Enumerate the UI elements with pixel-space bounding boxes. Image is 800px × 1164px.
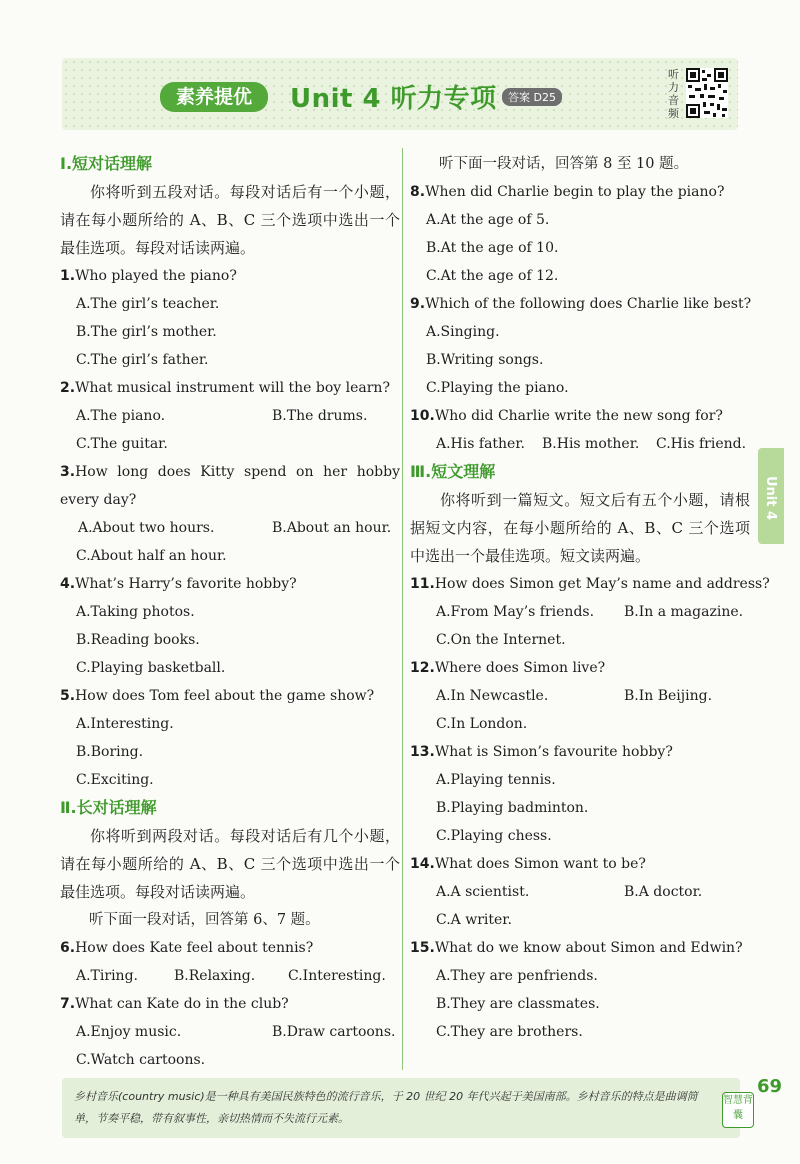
option-b[interactable]: B.The girl’s mother. (76, 324, 217, 340)
section-title: Ⅲ.短文理解 (410, 462, 496, 481)
question-11: 11.How does Simon get May’s name and address? (410, 576, 770, 592)
option-a[interactable]: A.From May’s friends. (436, 604, 595, 620)
option-b[interactable]: B.Playing badminton. (436, 800, 589, 816)
option-a[interactable]: A.Singing. (426, 324, 500, 340)
option-c[interactable]: C.Interesting. (288, 968, 386, 984)
section-instructions: 你将听到一篇短文。短文后有五个小题，请根据短文内容，在每小题所给的 A、B、C 三个选项中选出一个最佳选项。短文读两遍。 (410, 491, 750, 565)
option-row (410, 430, 750, 458)
option-a[interactable]: A.In Newcastle. (436, 688, 549, 704)
option-c[interactable]: C.Playing the piano. (426, 380, 569, 396)
question-3: 3.How long does Kitty spend on her hobby every day? (60, 464, 400, 508)
option-row (410, 682, 750, 710)
option-row (410, 598, 750, 626)
option-b[interactable]: B.They are classmates. (436, 996, 600, 1012)
question-15: 15.What do we know about Simon and Edwin? (410, 940, 743, 956)
option-a[interactable]: A.His father. (436, 436, 525, 452)
section-title: Ⅰ.短对话理解 (60, 154, 153, 173)
option-b[interactable]: B.In a magazine. (624, 604, 744, 620)
option-a[interactable]: A.At the age of 5. (426, 212, 550, 228)
option-c[interactable]: C.At the age of 12. (426, 268, 559, 284)
question-4: 4.What’s Harry’s favorite hobby? (60, 576, 297, 592)
option-c[interactable]: C.Playing basketball. (76, 660, 226, 676)
section-instructions: 你将听到五段对话。每段对话后有一个小题，请在每小题所给的 A、B、C 三个选项中选出一个最佳选项。每段对话读两遍。 (60, 183, 400, 257)
footer-logo: 智慧背囊 (722, 1092, 754, 1128)
option-c[interactable]: C.The girl’s father. (76, 352, 209, 368)
option-a[interactable]: A.Tiring. (76, 968, 138, 984)
answer-tag: 答案 D25 (502, 88, 562, 106)
section-instructions: 你将听到两段对话。每段对话后有几个小题，请在每小题所给的 A、B、C 三个选项中选出一个最佳选项。每段对话读两遍。 (60, 827, 400, 901)
option-b[interactable]: B.About an hour. (272, 520, 392, 536)
option-b[interactable]: B.At the age of 10. (426, 240, 559, 256)
option-c[interactable]: C.Playing chess. (436, 828, 552, 844)
right-column (410, 150, 770, 1046)
option-b[interactable]: B.Reading books. (76, 632, 200, 648)
option-row (60, 1018, 400, 1046)
option-row (60, 514, 400, 542)
option-b[interactable]: B.His mother. (542, 436, 640, 452)
option-row (60, 402, 400, 430)
option-b[interactable]: B.A doctor. (624, 884, 703, 900)
option-a[interactable]: A.The piano. (76, 408, 166, 424)
footer-note (62, 1078, 740, 1138)
option-b[interactable]: B.The drums. (272, 408, 368, 424)
option-row (60, 962, 400, 990)
question-12: 12.Where does Simon live? (410, 660, 606, 676)
question-9: 9.Which of the following does Charlie like best? (410, 296, 752, 312)
option-c[interactable]: C.About half an hour. (76, 548, 227, 564)
option-a[interactable]: A.The girl’s teacher. (76, 296, 220, 312)
option-c[interactable]: C.Watch cartoons. (76, 1052, 206, 1068)
question-1: 1.Who played the piano? (60, 268, 237, 284)
option-a[interactable]: A.About two hours. (78, 520, 215, 536)
option-b[interactable]: B.Writing songs. (426, 352, 544, 368)
sub-instructions: 听下面一段对话，回答第 6、7 题。 (89, 912, 320, 928)
option-c[interactable]: C.In London. (436, 716, 528, 732)
option-a[interactable]: A.Enjoy music. (76, 1024, 182, 1040)
question-10: 10.Who did Charlie write the new song for? (410, 408, 723, 424)
question-5: 5.How does Tom feel about the game show? (60, 688, 375, 704)
section-title: Ⅱ.长对话理解 (60, 798, 157, 817)
option-a[interactable]: A.Taking photos. (76, 604, 195, 620)
question-6: 6.How does Kate feel about tennis? (60, 940, 314, 956)
option-row (410, 878, 750, 906)
side-tab-label: Unit 4 (763, 476, 778, 521)
unit-side-tab (758, 448, 784, 544)
sub-instructions: 听下面一段对话，回答第 8 至 10 题。 (439, 156, 689, 172)
unit-header (62, 58, 738, 130)
question-14: 14.What does Simon want to be? (410, 856, 646, 872)
option-c[interactable]: C.His friend. (656, 436, 747, 452)
option-b[interactable]: B.Relaxing. (174, 968, 256, 984)
option-c[interactable]: C.On the Internet. (436, 632, 566, 648)
option-c[interactable]: C.The guitar. (76, 436, 168, 452)
page-number: 69 (757, 1076, 783, 1097)
option-a[interactable]: A.A scientist. (436, 884, 530, 900)
footer-text: 乡村音乐(country music)是一种具有美国民族特色的流行音乐，于 20 世纪 20 年代兴起于美国南部。乡村音乐的特点是曲调简单，节奏平稳，带有叙事性，亲切热情而不失流行元素。 (74, 1090, 698, 1125)
option-b[interactable]: B.Boring. (76, 744, 144, 760)
option-c[interactable]: C.Exciting. (76, 772, 154, 788)
option-a[interactable]: A.Interesting. (76, 716, 174, 732)
question-7: 7.What can Kate do in the club? (60, 996, 289, 1012)
option-b[interactable]: B.Draw cartoons. (272, 1024, 396, 1040)
column-divider (402, 148, 403, 1070)
option-c[interactable]: C.A writer. (436, 912, 512, 928)
page-title: Unit 4 听力专项 (290, 84, 497, 114)
option-a[interactable]: A.They are penfriends. (436, 968, 598, 984)
left-column (60, 150, 400, 1074)
qr-label: 听力音频 (668, 68, 679, 120)
question-8: 8.When did Charlie begin to play the piano? (410, 184, 725, 200)
option-a[interactable]: A.Playing tennis. (436, 772, 556, 788)
question-13: 13.What is Simon’s favourite hobby? (410, 744, 673, 760)
option-b[interactable]: B.In Beijing. (624, 688, 713, 704)
option-c[interactable]: C.They are brothers. (436, 1024, 583, 1040)
question-2: 2.What musical instrument will the boy learn? (60, 380, 390, 396)
header-badge: 素养提优 (160, 82, 268, 112)
qr-code-icon[interactable] (686, 68, 728, 118)
